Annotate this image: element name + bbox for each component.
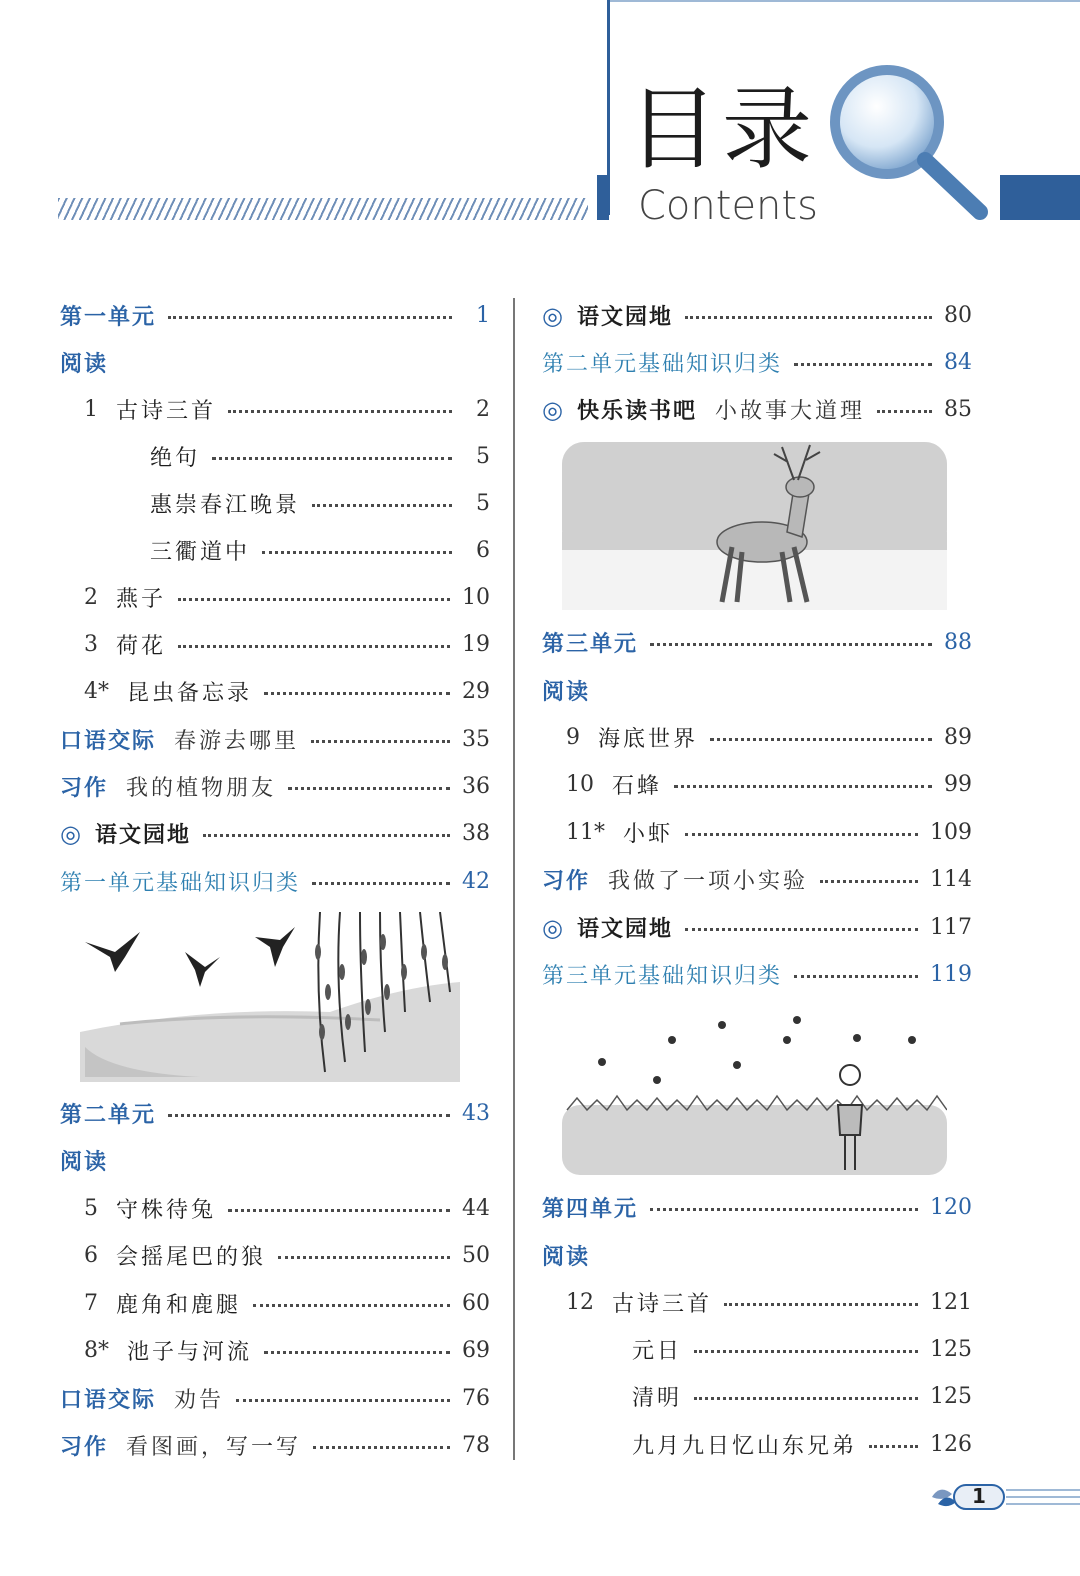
- column-divider: [513, 298, 515, 1460]
- entry-subtitle: 我做了一项小实验: [608, 868, 809, 894]
- leader-dots: [264, 1351, 450, 1354]
- toc-entry[interactable]: [84, 580, 490, 614]
- page-number-ref: 76: [462, 1385, 490, 1411]
- page-number-ref: 120: [930, 1194, 972, 1220]
- page-number-ref: 36: [462, 773, 490, 799]
- entry-title: 三衢道中: [150, 539, 251, 565]
- lesson-number: 1: [84, 396, 98, 422]
- leader-dots: [212, 457, 452, 460]
- toc-entry[interactable]: [60, 722, 490, 756]
- circle-bullet-icon: ◎: [60, 818, 81, 848]
- section-heading: 第二单元: [60, 1102, 157, 1128]
- toc-entry[interactable]: [542, 910, 972, 944]
- page-title: 目录: [628, 77, 816, 182]
- leader-dots: [685, 316, 932, 319]
- section-heading: 习作: [542, 868, 591, 894]
- page-number-ref: 44: [462, 1195, 490, 1221]
- leader-dots: [253, 1304, 450, 1307]
- leader-dots: [262, 551, 452, 554]
- toc-entry[interactable]: [542, 862, 972, 896]
- leader-dots: [685, 928, 918, 931]
- section-heading: 阅读: [542, 679, 591, 705]
- page-number-ref: 126: [930, 1431, 972, 1457]
- leader-dots: [228, 1209, 450, 1212]
- page-number-ref: 29: [462, 678, 490, 704]
- toc-entry[interactable]: [84, 1333, 490, 1367]
- entry-subtitle: 小故事大道理: [714, 398, 865, 424]
- toc-entry[interactable]: [60, 345, 490, 379]
- leader-dots: [794, 363, 932, 366]
- entry-title: 守株待兔: [116, 1197, 217, 1223]
- entry-title: 燕子: [116, 586, 167, 612]
- toc-entry[interactable]: [632, 1427, 972, 1461]
- toc-entry[interactable]: [60, 1381, 490, 1415]
- section-heading: 阅读: [60, 1149, 109, 1175]
- page-number-ref: 114: [930, 866, 972, 892]
- entry-title: 荷花: [116, 633, 167, 659]
- entry-title: 惠崇春江晚景: [150, 492, 301, 518]
- leader-dots: [650, 1208, 918, 1211]
- toc-entry[interactable]: [542, 625, 972, 659]
- lesson-number: 3: [84, 631, 98, 657]
- toc-entry[interactable]: [84, 627, 490, 661]
- leader-dots: [236, 1399, 450, 1402]
- section-heading: 第三单元: [542, 631, 639, 657]
- page-number-ref: 5: [476, 443, 490, 469]
- toc-entry[interactable]: [60, 1143, 490, 1177]
- leader-dots: [264, 692, 450, 695]
- toc-entry[interactable]: [542, 673, 972, 707]
- leader-dots: [312, 504, 452, 507]
- entry-title: 绝句: [150, 445, 201, 471]
- leader-dots: [869, 1445, 918, 1448]
- toc-entry[interactable]: [150, 533, 490, 567]
- entry-title: 石蜂: [612, 773, 663, 799]
- lesson-number: 11*: [566, 819, 605, 845]
- entry-subtitle: 我的植物朋友: [126, 775, 277, 801]
- leader-dots: [313, 1446, 450, 1449]
- section-heading: 习作: [60, 1434, 109, 1460]
- garden-heading: 语文园地: [576, 304, 673, 330]
- toc-entry[interactable]: [632, 1379, 972, 1413]
- butterflies-girl-illustration: [562, 1010, 947, 1175]
- leader-dots: [278, 1256, 450, 1259]
- page-number-ref: 88: [944, 629, 972, 655]
- deer-illustration: [562, 442, 947, 610]
- entry-title: 会摇尾巴的狼: [116, 1244, 267, 1270]
- leader-dots: [794, 975, 918, 978]
- entry-subtitle: 春游去哪里: [174, 728, 300, 754]
- entry-title: 鹿角和鹿腿: [116, 1292, 242, 1318]
- section-heading: 第一单元: [60, 304, 157, 330]
- entry-title: 元日: [632, 1338, 683, 1364]
- toc-entry[interactable]: [542, 1190, 972, 1224]
- section-heading: 阅读: [60, 351, 109, 377]
- section-heading: 口语交际: [60, 1387, 157, 1413]
- leader-dots: [288, 787, 450, 790]
- page-number-ref: 99: [944, 771, 972, 797]
- toc-entry[interactable]: [84, 392, 490, 426]
- lesson-number: 4*: [84, 678, 109, 704]
- leader-dots: [694, 1350, 918, 1353]
- toc-entry[interactable]: [542, 392, 972, 426]
- circle-bullet-icon: ◎: [542, 394, 563, 424]
- toc-entry[interactable]: [542, 957, 972, 991]
- toc-entry[interactable]: [60, 769, 490, 803]
- circle-bullet-icon: ◎: [542, 912, 563, 942]
- page-number-ref: 6: [476, 537, 490, 563]
- toc-entry[interactable]: [150, 486, 490, 520]
- page-number-ref: 69: [462, 1337, 490, 1363]
- toc-entry[interactable]: [84, 1286, 490, 1320]
- swallows-willow-illustration: [80, 912, 465, 1082]
- toc-entry[interactable]: [84, 1191, 490, 1225]
- leader-dots: [311, 740, 450, 743]
- page-number-ref: 50: [462, 1242, 490, 1268]
- leader-dots: [178, 645, 450, 648]
- toc-entry[interactable]: [566, 767, 972, 801]
- page-number-ref: 109: [930, 819, 972, 845]
- garden-heading: 语文园地: [576, 916, 673, 942]
- leader-dots: [228, 410, 452, 413]
- garden-heading: 语文园地: [94, 822, 191, 848]
- page-number-ref: 121: [930, 1289, 972, 1315]
- page-number-ref: 42: [462, 868, 490, 894]
- entry-title: 池子与河流: [127, 1339, 253, 1365]
- hatch-band: [58, 198, 588, 220]
- toc-entry[interactable]: [566, 815, 972, 849]
- page-number-badge: [930, 1482, 1080, 1512]
- toc-entry[interactable]: [60, 1096, 490, 1130]
- summary-heading: 第三单元基础知识归类: [542, 963, 783, 989]
- page-number-ref: 125: [930, 1336, 972, 1362]
- circle-bullet-icon: ◎: [542, 300, 563, 330]
- page-number-ref: 89: [944, 724, 972, 750]
- leader-dots: [710, 738, 932, 741]
- lesson-number: 12: [566, 1289, 594, 1315]
- toc-entry[interactable]: [632, 1332, 972, 1366]
- page-number-ref: 19: [462, 631, 490, 657]
- toc-entry[interactable]: [60, 864, 490, 898]
- leader-dots: [820, 880, 918, 883]
- lesson-number: 2: [84, 584, 98, 610]
- magnifier-icon: [825, 60, 995, 225]
- page-number-ref: 43: [462, 1100, 490, 1126]
- leader-dots: [203, 834, 450, 837]
- toc-entry[interactable]: [542, 1238, 972, 1272]
- summary-heading: 第一单元基础知识归类: [60, 870, 301, 896]
- toc-entry[interactable]: [150, 439, 490, 473]
- lesson-number: 5: [84, 1195, 98, 1221]
- leader-dots: [724, 1303, 918, 1306]
- entry-title: 古诗三首: [612, 1291, 713, 1317]
- page-number-ref: 38: [462, 820, 490, 846]
- toc-entry[interactable]: [566, 1285, 972, 1319]
- header-vertical-bar: [597, 175, 609, 220]
- lesson-number: 10: [566, 771, 594, 797]
- entry-subtitle: 看图画，写一写: [126, 1434, 302, 1460]
- entry-title: 古诗三首: [116, 398, 217, 424]
- toc-entry[interactable]: [60, 816, 490, 850]
- entry-title: 清明: [632, 1385, 683, 1411]
- lesson-number: 6: [84, 1242, 98, 1268]
- page-number-ref: 119: [930, 961, 972, 987]
- leader-dots: [877, 410, 932, 413]
- page-number-ref: 117: [930, 914, 972, 940]
- section-heading: 习作: [60, 775, 109, 801]
- page-number-ref: 78: [462, 1432, 490, 1458]
- page-number-ref: 35: [462, 726, 490, 752]
- section-heading: 口语交际: [60, 728, 157, 754]
- lesson-number: 7: [84, 1290, 98, 1316]
- entry-title: 小虾: [623, 821, 674, 847]
- toc-entry[interactable]: [542, 345, 972, 379]
- entry-subtitle: 劝告: [174, 1387, 225, 1413]
- lesson-number: 9: [566, 724, 580, 750]
- toc-entry[interactable]: [566, 720, 972, 754]
- page-number-ref: 5: [476, 490, 490, 516]
- page-number-ref: 80: [944, 302, 972, 328]
- toc-entry[interactable]: [84, 1238, 490, 1272]
- garden-heading: 快乐读书吧: [576, 398, 697, 424]
- toc-entry[interactable]: [542, 298, 972, 332]
- entry-title: 昆虫备忘录: [127, 680, 253, 706]
- header-right-block: [1000, 175, 1080, 220]
- toc-entry[interactable]: [84, 674, 490, 708]
- toc-entry[interactable]: [60, 1428, 490, 1462]
- entry-title: 九月九日忆山东兄弟: [632, 1433, 858, 1459]
- page-subtitle: Contents: [638, 183, 818, 229]
- page-number-ref: 84: [944, 349, 972, 375]
- page-number-ref: 85: [944, 396, 972, 422]
- lesson-number: 8*: [84, 1337, 109, 1363]
- leader-dots: [650, 643, 932, 646]
- page-number: 1: [972, 1484, 986, 1508]
- leader-dots: [674, 785, 932, 788]
- summary-heading: 第二单元基础知识归类: [542, 351, 783, 377]
- leader-dots: [178, 598, 450, 601]
- page-number-ref: 1: [476, 302, 490, 328]
- entry-title: 海底世界: [598, 726, 699, 752]
- toc-entry[interactable]: [60, 298, 490, 332]
- section-heading: 阅读: [542, 1244, 591, 1270]
- section-heading: 第四单元: [542, 1196, 639, 1222]
- leader-dots: [168, 316, 452, 319]
- leader-dots: [168, 1114, 450, 1117]
- leader-dots: [685, 833, 918, 836]
- page-number-ref: 2: [476, 396, 490, 422]
- leader-dots: [312, 882, 450, 885]
- leader-dots: [694, 1397, 918, 1400]
- top-rule: [610, 0, 1080, 2]
- page-number-ref: 125: [930, 1383, 972, 1409]
- page-number-ref: 10: [462, 584, 490, 610]
- page-number-ref: 60: [462, 1290, 490, 1316]
